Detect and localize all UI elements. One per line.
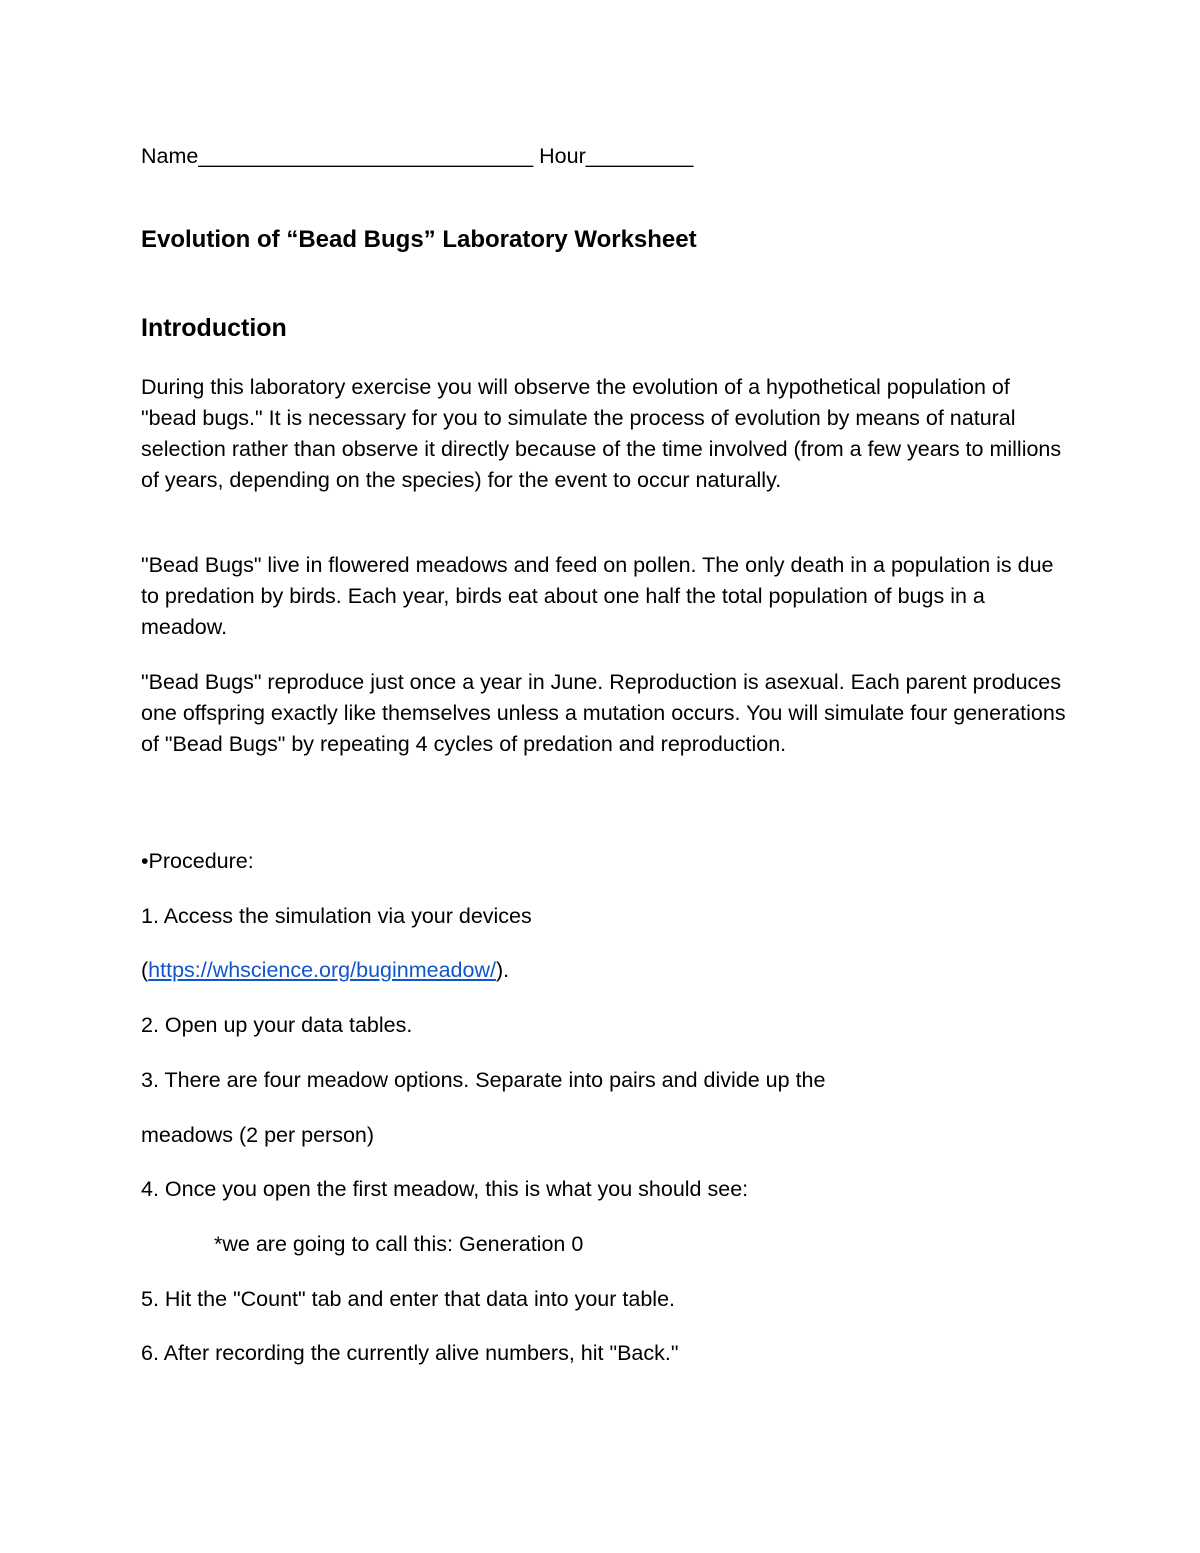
introduction-heading: Introduction <box>141 314 287 342</box>
intro-paragraph-1: During this laboratory exercise you will observe the evolution of a hypothetical population of "bead bugs." It is necessary for you to simulate the process of evolution by means of natural selection rather than observe it directly because of the time involved (from a few years to millions of years, depending on the species) for the event to occur naturally. <box>141 375 1062 492</box>
procedure-step-4: 4. Once you open the first meadow, this is what you should see: <box>141 1177 749 1201</box>
procedure-step-6: 6. After recording the currently alive numbers, hit "Back." <box>141 1341 679 1365</box>
page-title: Evolution of “Bead Bugs” Laboratory Worksheet <box>141 226 697 253</box>
link-close-paren: ). <box>495 958 510 982</box>
procedure-step-3-continued: meadows (2 per person) <box>141 1123 375 1147</box>
procedure-step-2: 2. Open up your data tables. <box>141 1013 413 1037</box>
intro-paragraph-3: "Bead Bugs" reproduce just once a year in June. Reproduction is asexual. Each parent produces one offspring exactly like themselves unless a mutation occurs. You will simulate four generations of "Bead Bugs" by repeating 4 cycles of predation and reproduction. <box>141 670 1066 756</box>
procedure-step-3: 3. There are four meadow options. Separate into pairs and divide up the <box>141 1068 826 1092</box>
simulation-link[interactable]: https://whscience.org/buginmeadow/ <box>148 958 496 982</box>
link-open-paren: ( <box>141 958 149 982</box>
procedure-step-5: 5. Hit the "Count" tab and enter that data into your table. <box>141 1287 675 1311</box>
simulation-link-line <box>141 955 509 986</box>
generation-note: *we are going to call this: Generation 0 <box>214 1232 584 1256</box>
name-hour-line: Name____________________________ Hour_________ <box>141 144 694 168</box>
intro-paragraph-2: "Bead Bugs" live in flowered meadows and feed on pollen. The only death in a population is due to predation by birds. Each year, birds eat about one half the total population of bugs in a meadow. <box>141 553 1054 639</box>
procedure-step-1: 1. Access the simulation via your devices <box>141 904 532 928</box>
procedure-heading: •Procedure: <box>141 849 254 873</box>
